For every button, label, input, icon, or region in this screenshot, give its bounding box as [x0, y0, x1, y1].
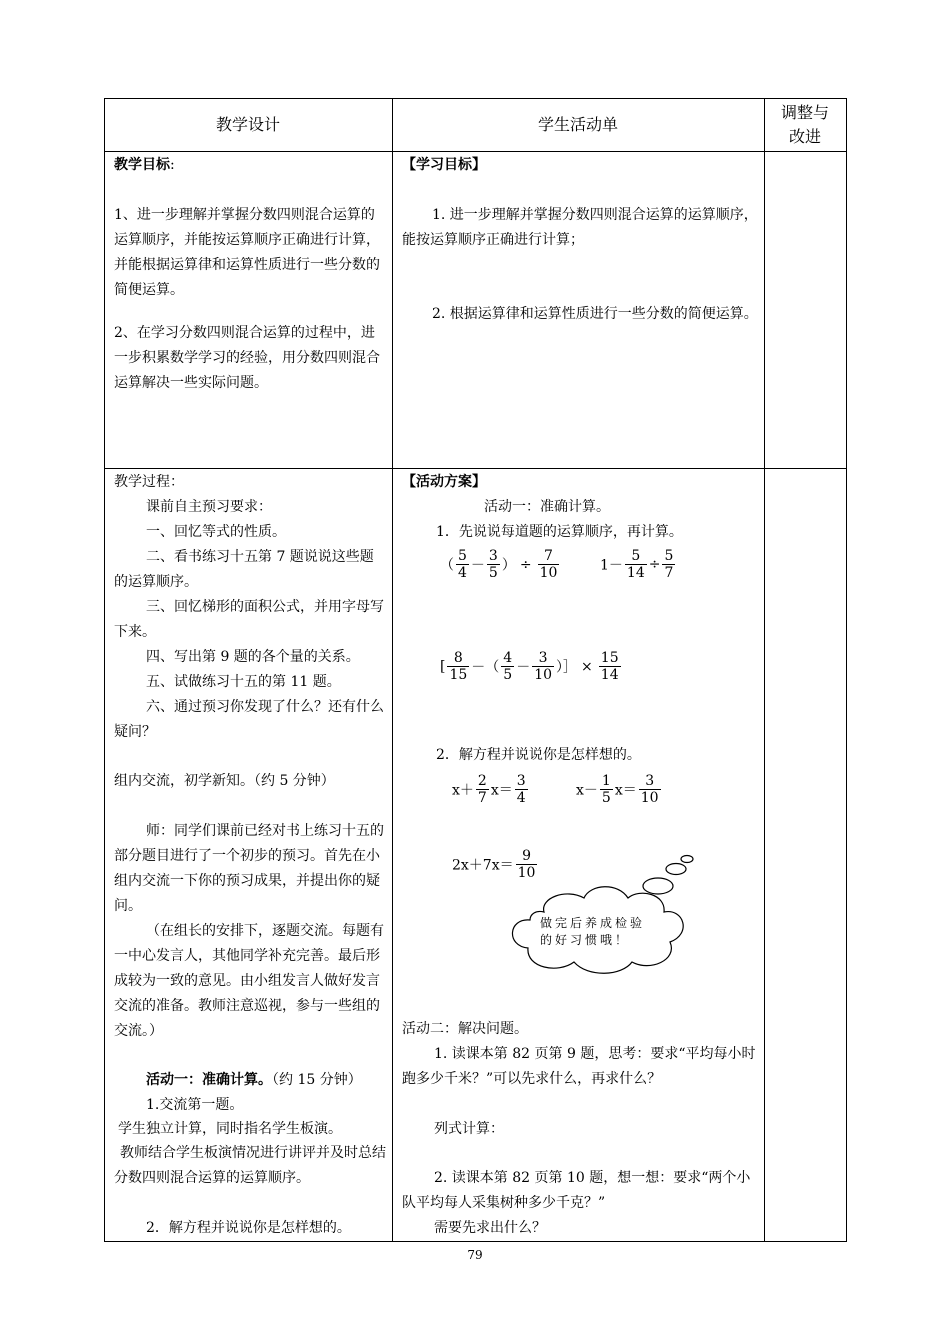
column-divider-2	[764, 98, 765, 1242]
row-divider	[104, 468, 847, 469]
expression-3: [ $\frac{8}{15}$ －（ $\frac{4}{5}$ － $\frac{3}{10}$ ）］ × $\frac{15}{14}$	[440, 650, 619, 683]
table-right-border	[846, 98, 847, 1242]
activity1-step-3: 教师结合学生板演情况进行讲评并及时总结分数四则混合运算的运算顺序。	[114, 1145, 386, 1186]
question-2: 2．解方程并说说你是怎样想的。	[436, 747, 641, 763]
student-goal-2: 2. 根据运算律和运算性质进行一些分数的简便运算。	[432, 306, 758, 322]
header-bottom-border	[104, 151, 847, 152]
preview-item-4: 四、写出第 9 题的各个量的关系。	[146, 649, 360, 665]
design-goal-2: 2、在学习分数四则混合运算的过程中，进一步积累数学学习的经验，用分数四则混合运算解决一些实际问题。	[114, 325, 380, 391]
fraction: $\frac{4}{5}$	[503, 650, 513, 683]
goals-title: 教学目标	[114, 157, 170, 173]
teacher-text: 师：同学们课前已经对书上练习十五的部分题目进行了一个初步的预习。首先在小组内交流一下你的预习成果，并提出你的疑问。	[114, 823, 384, 914]
activity1-step-2: 学生独立计算，同时指名学生板演。	[118, 1121, 342, 1137]
preview-title: 课前自主预习要求：	[146, 499, 272, 515]
student-goal-1: 1. 进一步理解并掌握分数四则混合运算的运算顺序，能按运算顺序正确进行计算；	[402, 207, 758, 248]
preview-item-1: 一、回忆等式的性质。	[146, 524, 286, 540]
table-bottom-border	[104, 1241, 847, 1242]
expression-2: 1－ $\frac{5}{14}$ ÷ $\frac{5}{7}$	[600, 548, 674, 581]
process-title: 教学过程：	[114, 474, 184, 490]
design-goal-1: 1、进一步理解并掌握分数四则混合运算的运算顺序，并能按运算顺序正确进行计算，并能根据运算律和运算性质进行一些分数的简便运算。	[114, 207, 380, 298]
header-student-sheet: 学生活动单	[537, 115, 618, 134]
preview-item-3: 三、回忆梯形的面积公式，并用字母写下来。	[114, 599, 384, 640]
header-adjust-line1: 调整与	[780, 103, 829, 122]
reading-task-2-followup: 需要先求出什么？	[434, 1220, 546, 1236]
student-activity1: 活动一：准确计算。	[484, 499, 610, 515]
fraction: $\frac{3}{10}$	[534, 650, 553, 683]
student-activity2: 活动二：解决问题。	[402, 1021, 528, 1037]
table-left-border	[104, 98, 105, 1242]
activity1-step-1: 1.交流第一题。	[146, 1097, 244, 1113]
fraction: $\frac{5}{14}$	[626, 548, 645, 581]
activity1-heading	[146, 1068, 362, 1093]
activity1-time: （约 15 分钟）	[272, 1072, 362, 1088]
page-number: 79	[467, 1248, 483, 1262]
fraction: $\frac{3}{4}$	[516, 773, 526, 806]
fraction: $\frac{3}{5}$	[488, 548, 498, 581]
fraction: $\frac{5}{7}$	[664, 548, 674, 581]
expression-1: （ $\frac{5}{4}$ － $\frac{3}{5}$ ） ÷ $\frac{7}{10}$	[440, 548, 558, 581]
header-adjust-line2: 改进	[788, 127, 821, 146]
activity1-step-4: 2．解方程并说说你是怎样想的。	[146, 1220, 351, 1236]
reading-task-1: 1. 读课本第 82 页第 9 题，思考：要求“平均每小时跑多少千米？”可以先求什么，再求什么？	[402, 1046, 756, 1087]
header-design: 教学设计	[215, 115, 280, 134]
fraction: $\frac{9}{10}$	[517, 848, 536, 881]
fraction: $\frac{2}{7}$	[477, 773, 487, 806]
fraction: $\frac{7}{10}$	[539, 548, 558, 581]
fraction: $\frac{1}{5}$	[601, 773, 611, 806]
fraction: $\frac{5}{4}$	[458, 548, 467, 581]
fraction: $\frac{15}{14}$	[600, 650, 619, 683]
column-divider-1	[392, 98, 393, 1242]
preview-item-6: 六、通过预习你发现了什么？还有什么疑问？	[114, 699, 384, 740]
goals-heading	[114, 153, 175, 178]
goals-colon: :	[170, 157, 175, 173]
equation-2: x－ $\frac{1}{5}$ x＝ $\frac{3}{10}$	[576, 773, 659, 806]
table-top-border	[104, 98, 847, 99]
fraction: $\frac{3}{10}$	[640, 773, 659, 806]
student-goals-title: 【学习目标】	[402, 157, 486, 173]
reading-task-1-calc: 列式计算：	[434, 1121, 504, 1137]
question-1: 1．先说说每道题的运算顺序，再计算。	[436, 524, 683, 540]
plan-title: 【活动方案】	[402, 474, 486, 490]
preview-item-2: 二、看书练习十五第 7 题说说这些题的运算顺序。	[114, 549, 374, 590]
equation-3: 2x＋7x＝ $\frac{9}{10}$	[452, 848, 536, 881]
cloud-text: 做完后养成检验的好习惯哦！	[540, 916, 646, 947]
arrange-text: （在组长的安排下，逐题交流。每题有一中心发言人，其他同学补充完善。最后形成较为一致的意见。由小组发言人做好发言交流的准备。教师注意巡视，参与一些组的交流。）	[114, 923, 384, 1039]
preview-item-5: 五、试做练习十五的第 11 题。	[146, 674, 341, 690]
activity1-title: 活动一：准确计算。	[146, 1072, 272, 1088]
group-exchange: 组内交流，初学新知。（约 5 分钟）	[114, 773, 335, 789]
reading-task-2: 2. 读课本第 82 页第 10 题，想一想：要求“两个小队平均每人采集树种多少千克？”	[402, 1170, 751, 1211]
fraction: $\frac{8}{15}$	[449, 650, 468, 683]
equation-1: x＋ $\frac{2}{7}$ x＝ $\frac{3}{4}$	[452, 773, 526, 806]
